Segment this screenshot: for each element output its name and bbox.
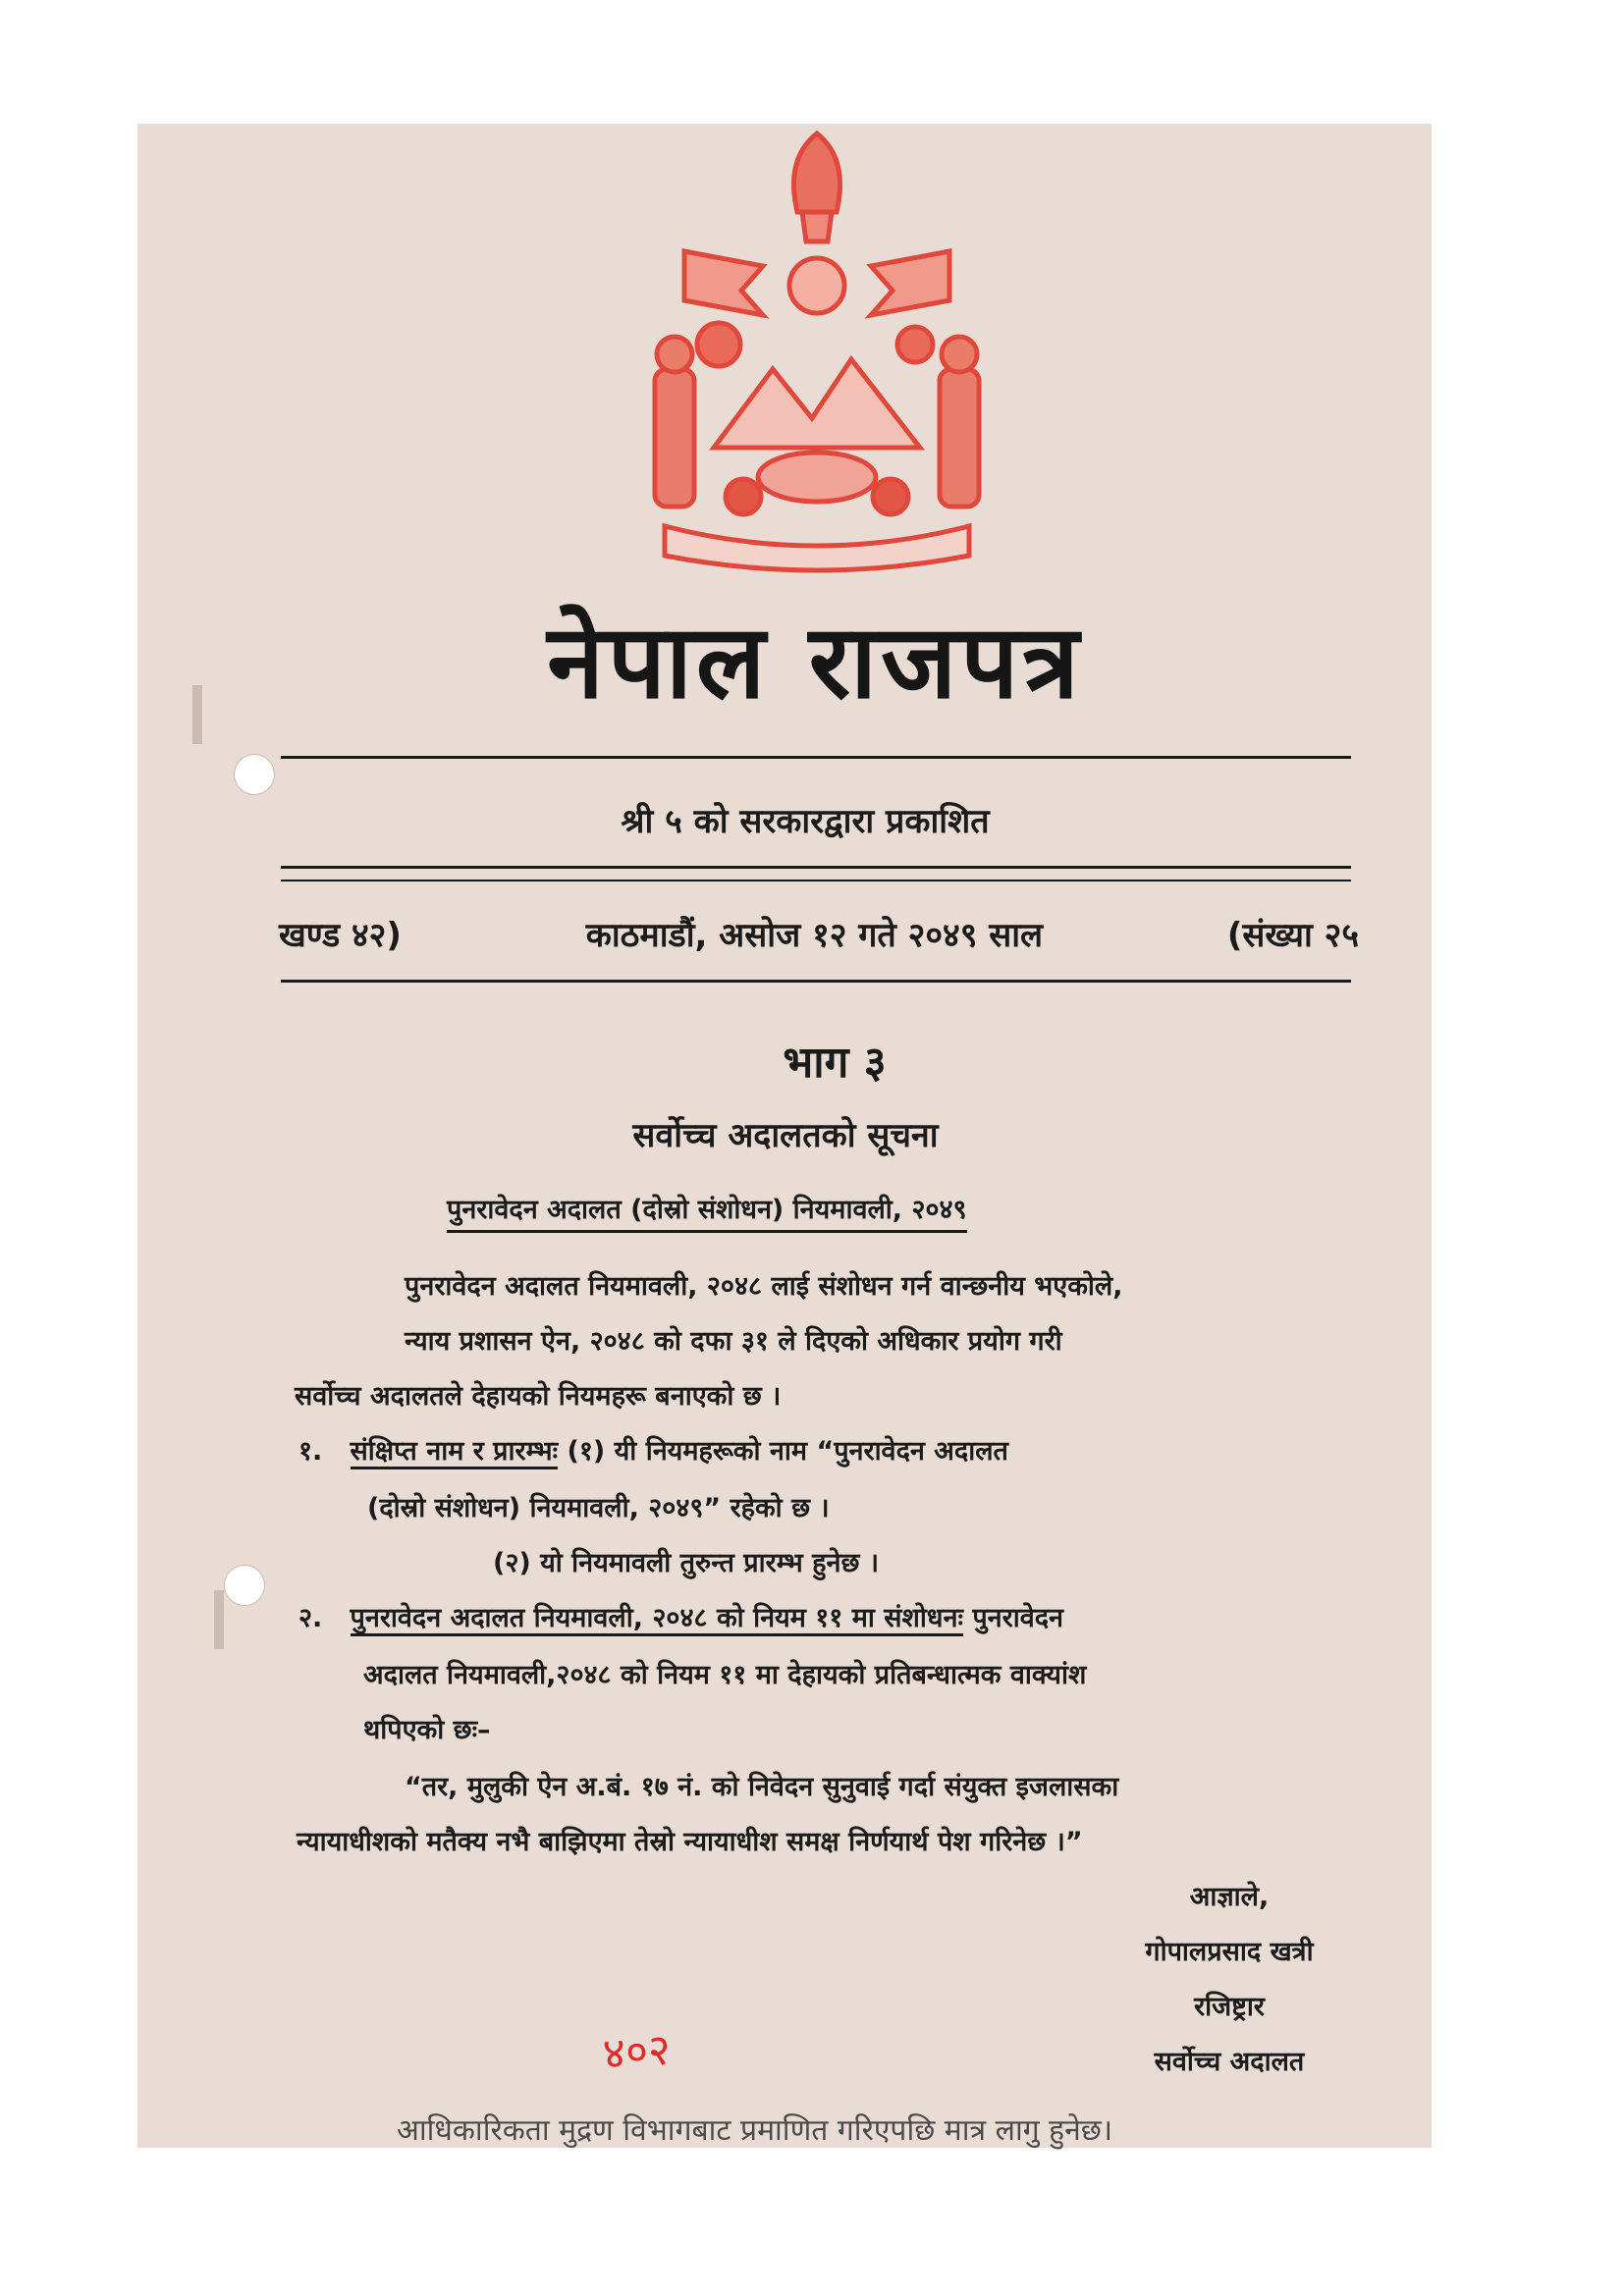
document-title: पुनरावेदन अदालत (दोस्रो संशोधन) नियमावली, २०४९ xyxy=(447,1190,967,1233)
signature-by-order: आज्ञाले, xyxy=(1189,1882,1270,1912)
rule-1-line-2: (दोस्रो संशोधन) नियमावली, २०४९” रहेको छ । xyxy=(367,1493,830,1523)
notice-heading: सर्वोच्च अदालतको सूचना xyxy=(632,1116,939,1155)
rule-1-number: १. xyxy=(298,1436,323,1467)
preamble-line-3: सर्वोच्च अदालतले देहायको नियमहरू बनाएको छ । xyxy=(295,1381,782,1412)
handwritten-page-number: ४०२ xyxy=(601,2024,673,2080)
staple-mark-top xyxy=(192,685,202,744)
subtitle-divider-top xyxy=(281,866,1351,869)
rule-1-heading: संक्षिप्त नाम र प्रारम्भः xyxy=(351,1436,559,1469)
signatory-name: गोपालप्रसाद खत्री xyxy=(1145,1937,1314,1967)
preamble-line-1: पुनरावेदन अदालत नियमावली, २०४८ लाई संशोधन गर्न वान्छनीय भएकोले, xyxy=(405,1271,1123,1302)
rule-2-line-1 xyxy=(298,1598,1063,1634)
volume-line xyxy=(279,911,1359,956)
volume-number: खण्ड ४२) xyxy=(279,916,402,955)
authentication-footer: आधिकारिकता मुद्रण विभागबाट प्रमाणित गरिएपछि मात्र लागु हुनेछ। xyxy=(397,2113,1113,2148)
title-divider xyxy=(281,756,1351,759)
rule-1-text: (१) यी नियमहरूको नाम “पुनरावेदन अदालत xyxy=(567,1436,1008,1467)
staple-mark-bottom xyxy=(214,1590,224,1649)
preamble-line-2: न्याय प्रशासन ऐन, २०४८ को दफा ३१ ले दिएको अधिकार प्रयोग गरी xyxy=(405,1326,1062,1357)
rule-2-heading: पुनरावेदन अदालत नियमावली, २०४८ को नियम ११ मा संशोधनः xyxy=(351,1603,963,1636)
signatory-title: रजिष्ट्रार xyxy=(1194,1992,1265,2022)
rule-2-number: २. xyxy=(298,1603,323,1633)
publisher-line: श्री ५ को सरकारद्वारा प्रकाशित xyxy=(621,802,990,841)
part-heading: भाग ३ xyxy=(783,1038,887,1088)
issue-number: (संख्या २५ xyxy=(1226,916,1359,955)
punch-hole-top xyxy=(234,754,275,795)
rule-2-line-2: अदालत नियमावली,२०४८ को नियम ११ मा देहायको प्रतिबन्धात्मक वाक्यांश xyxy=(363,1660,1087,1690)
rule-2-line-3: थपिएको छः– xyxy=(363,1715,491,1745)
rule-1-line-1 xyxy=(298,1431,1008,1468)
proviso-line-2: न्यायाधीशको मतैक्य नभै बाझिएमा तेस्रो न्यायाधीश समक्ष निर्णयार्थ पेश गरिनेछ ।” xyxy=(297,1827,1083,1857)
volume-divider xyxy=(281,980,1351,983)
punch-hole-bottom xyxy=(224,1565,265,1606)
gazette-title: नेपाल राजपत्र xyxy=(547,601,1083,721)
rule-2-tail: पुनरावेदन xyxy=(972,1603,1064,1633)
place-date: काठमाडौं, असोज १२ गते २०४९ साल xyxy=(585,916,1044,955)
signatory-office: सर्वोच्च अदालत xyxy=(1154,2047,1305,2077)
rule-1-subclause-2: (२) यो नियमावली तुरुन्त प्रारम्भ हुनेछ । xyxy=(493,1548,880,1578)
proviso-line-1: “तर, मुलुकी ऐन अ.बं. १७ नं. को निवेदन सुनुवाई गर्दा संयुक्त इजलासका xyxy=(405,1772,1119,1802)
nepal-royal-coat-of-arms-icon xyxy=(625,124,1008,575)
subtitle-divider-bottom xyxy=(281,880,1351,881)
